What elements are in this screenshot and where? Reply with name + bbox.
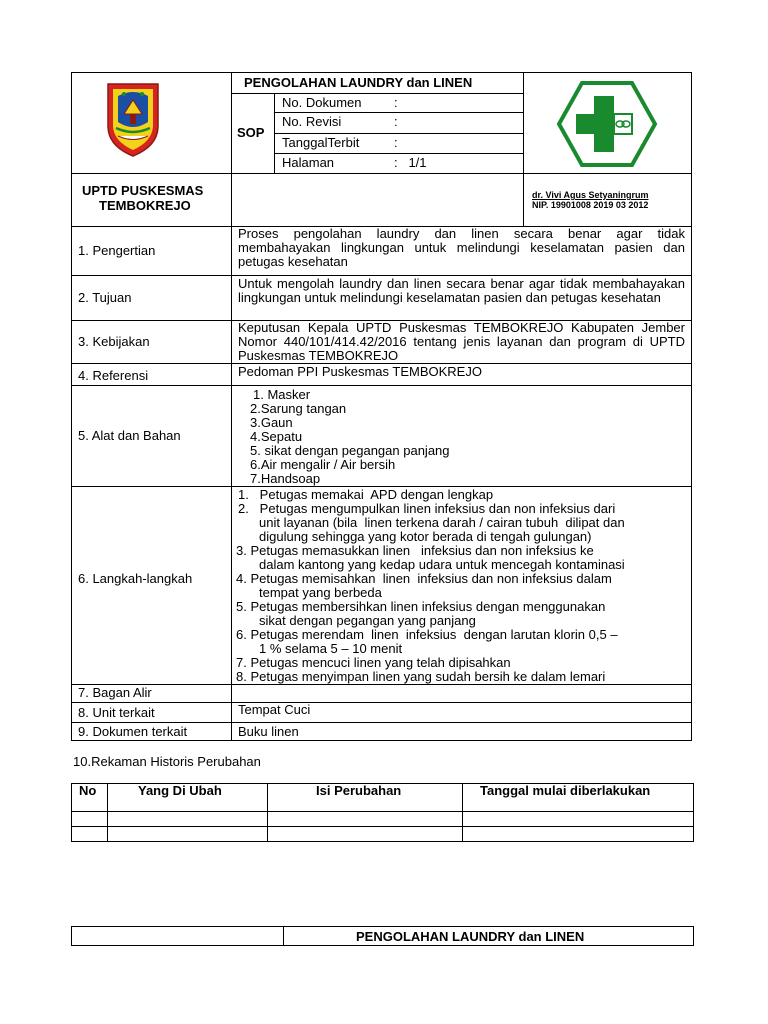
label-bagan-alir: 7. Bagan Alir (78, 685, 152, 700)
list-item: digulung sehingga yang kotor berada di tengah gulungan) (259, 529, 592, 544)
history-col-yang-di-ubah: Yang Di Ubah (138, 783, 222, 798)
label-tujuan: 2. Tujuan (78, 290, 132, 305)
text-kebijakan: Keputusan Kepala UPTD Puskesmas TEMBOKREJO Kabupaten Jember Nomor 440/101/414.42/2016 tentang jenis layanan dan program di UPTD Puskesmas TEMBOKREJO (238, 320, 685, 363)
sop-label: SOP (237, 125, 265, 140)
list-item: 5. Petugas membersihkan linen infeksius dengan menggunakan (236, 599, 606, 614)
list-item: sikat dengan pegangan yang panjang (259, 613, 476, 628)
list-item: 7.Handsoap (250, 471, 321, 486)
label-dokumen-terkait: 9. Dokumen terkait (78, 724, 188, 739)
text-pengertian: Proses pengolahan laundry dan linen secara benar agar tidak membahayakan lingkungan untuk melindungi keselamatan pasien dan petugas kesehatan (238, 226, 685, 269)
org-name-line1: UPTD PUSKESMAS (82, 183, 204, 198)
jember-emblem-icon (104, 80, 162, 158)
document-title: PENGOLAHAN LAUNDRY dan LINEN (244, 75, 473, 90)
list-item: 5. sikat dengan pegangan panjang (250, 443, 450, 458)
list-item: 4. Petugas memisahkan linen infeksius dan non infeksius dalam (236, 571, 612, 586)
list-item: 7. Petugas mencuci linen yang telah dipisahkan (236, 655, 511, 670)
list-item: dalam kantong yang kedap udara untuk mencegah kontaminasi (259, 557, 625, 572)
field-label-tanggal-terbit: TanggalTerbit (282, 135, 360, 150)
list-item: 2.Sarung tangan (250, 401, 347, 416)
label-alat-bahan: 5. Alat dan Bahan (78, 428, 181, 443)
history-col-isi-perubahan: Isi Perubahan (316, 783, 402, 798)
puskesmas-logo-icon (556, 80, 658, 168)
field-value-no-dokumen: : (394, 95, 398, 110)
label-unit-terkait: 8. Unit terkait (78, 705, 155, 720)
list-item: 3. Petugas memasukkan linen infeksius dan non infeksius ke (236, 543, 594, 558)
label-langkah: 6. Langkah-langkah (78, 571, 193, 586)
history-col-tanggal: Tanggal mulai diberlakukan (480, 783, 651, 798)
list-item: 1. Masker (253, 387, 311, 402)
list-item: unit layanan (bila linen terkena darah / cairan tubuh dilipat dan (259, 515, 625, 530)
list-item: 3.Gaun (250, 415, 293, 430)
list-item: 1. Petugas memakai APD dengan lengkap (238, 487, 494, 502)
text-tujuan: Untuk mengolah laundry dan linen secara benar agar tidak membahayakan lingkungan untuk melindungi keselamatan pasien dan petugas kesehatan (238, 276, 685, 305)
list-item: 8. Petugas menyimpan linen yang sudah bersih ke dalam lemari (236, 669, 606, 684)
footer-title: PENGOLAHAN LAUNDRY dan LINEN (356, 929, 585, 944)
signatory-name: dr. Vivi Agus Setyaningrum (532, 190, 649, 200)
list-item: 4.Sepatu (250, 429, 303, 444)
org-name-line2: TEMBOKREJO (99, 198, 191, 213)
label-pengertian: 1. Pengertian (78, 243, 156, 258)
label-referensi: 4. Referensi (78, 368, 149, 383)
field-label-no-revisi: No. Revisi (282, 114, 342, 129)
text-unit-terkait: Tempat Cuci (238, 702, 311, 717)
text-referensi: Pedoman PPI Puskesmas TEMBOKREJO (238, 364, 482, 379)
text-dokumen-terkait: Buku linen (238, 724, 299, 739)
history-title: 10.Rekaman Historis Perubahan (73, 754, 261, 769)
label-kebijakan: 3. Kebijakan (78, 334, 150, 349)
list-item: 1 % selama 5 – 10 menit (259, 641, 403, 656)
list-item: 6.Air mengalir / Air bersih (250, 457, 396, 472)
list-item: 6. Petugas merendam linen infeksius dengan larutan klorin 0,5 – (236, 627, 618, 642)
list-item: 2. Petugas mengumpulkan linen infeksius dan non infeksius dari (238, 501, 616, 516)
list-item: tempat yang berbeda (259, 585, 382, 600)
field-value-halaman: : 1/1 (394, 155, 427, 170)
field-value-tanggal-terbit: : (394, 135, 398, 150)
field-label-no-dokumen: No. Dokumen (282, 95, 362, 110)
history-col-no: No (79, 783, 97, 798)
signatory-nip: NIP. 19901008 2019 03 2012 (532, 200, 649, 210)
field-label-halaman: Halaman (282, 155, 335, 170)
field-value-no-revisi: : (394, 114, 398, 129)
